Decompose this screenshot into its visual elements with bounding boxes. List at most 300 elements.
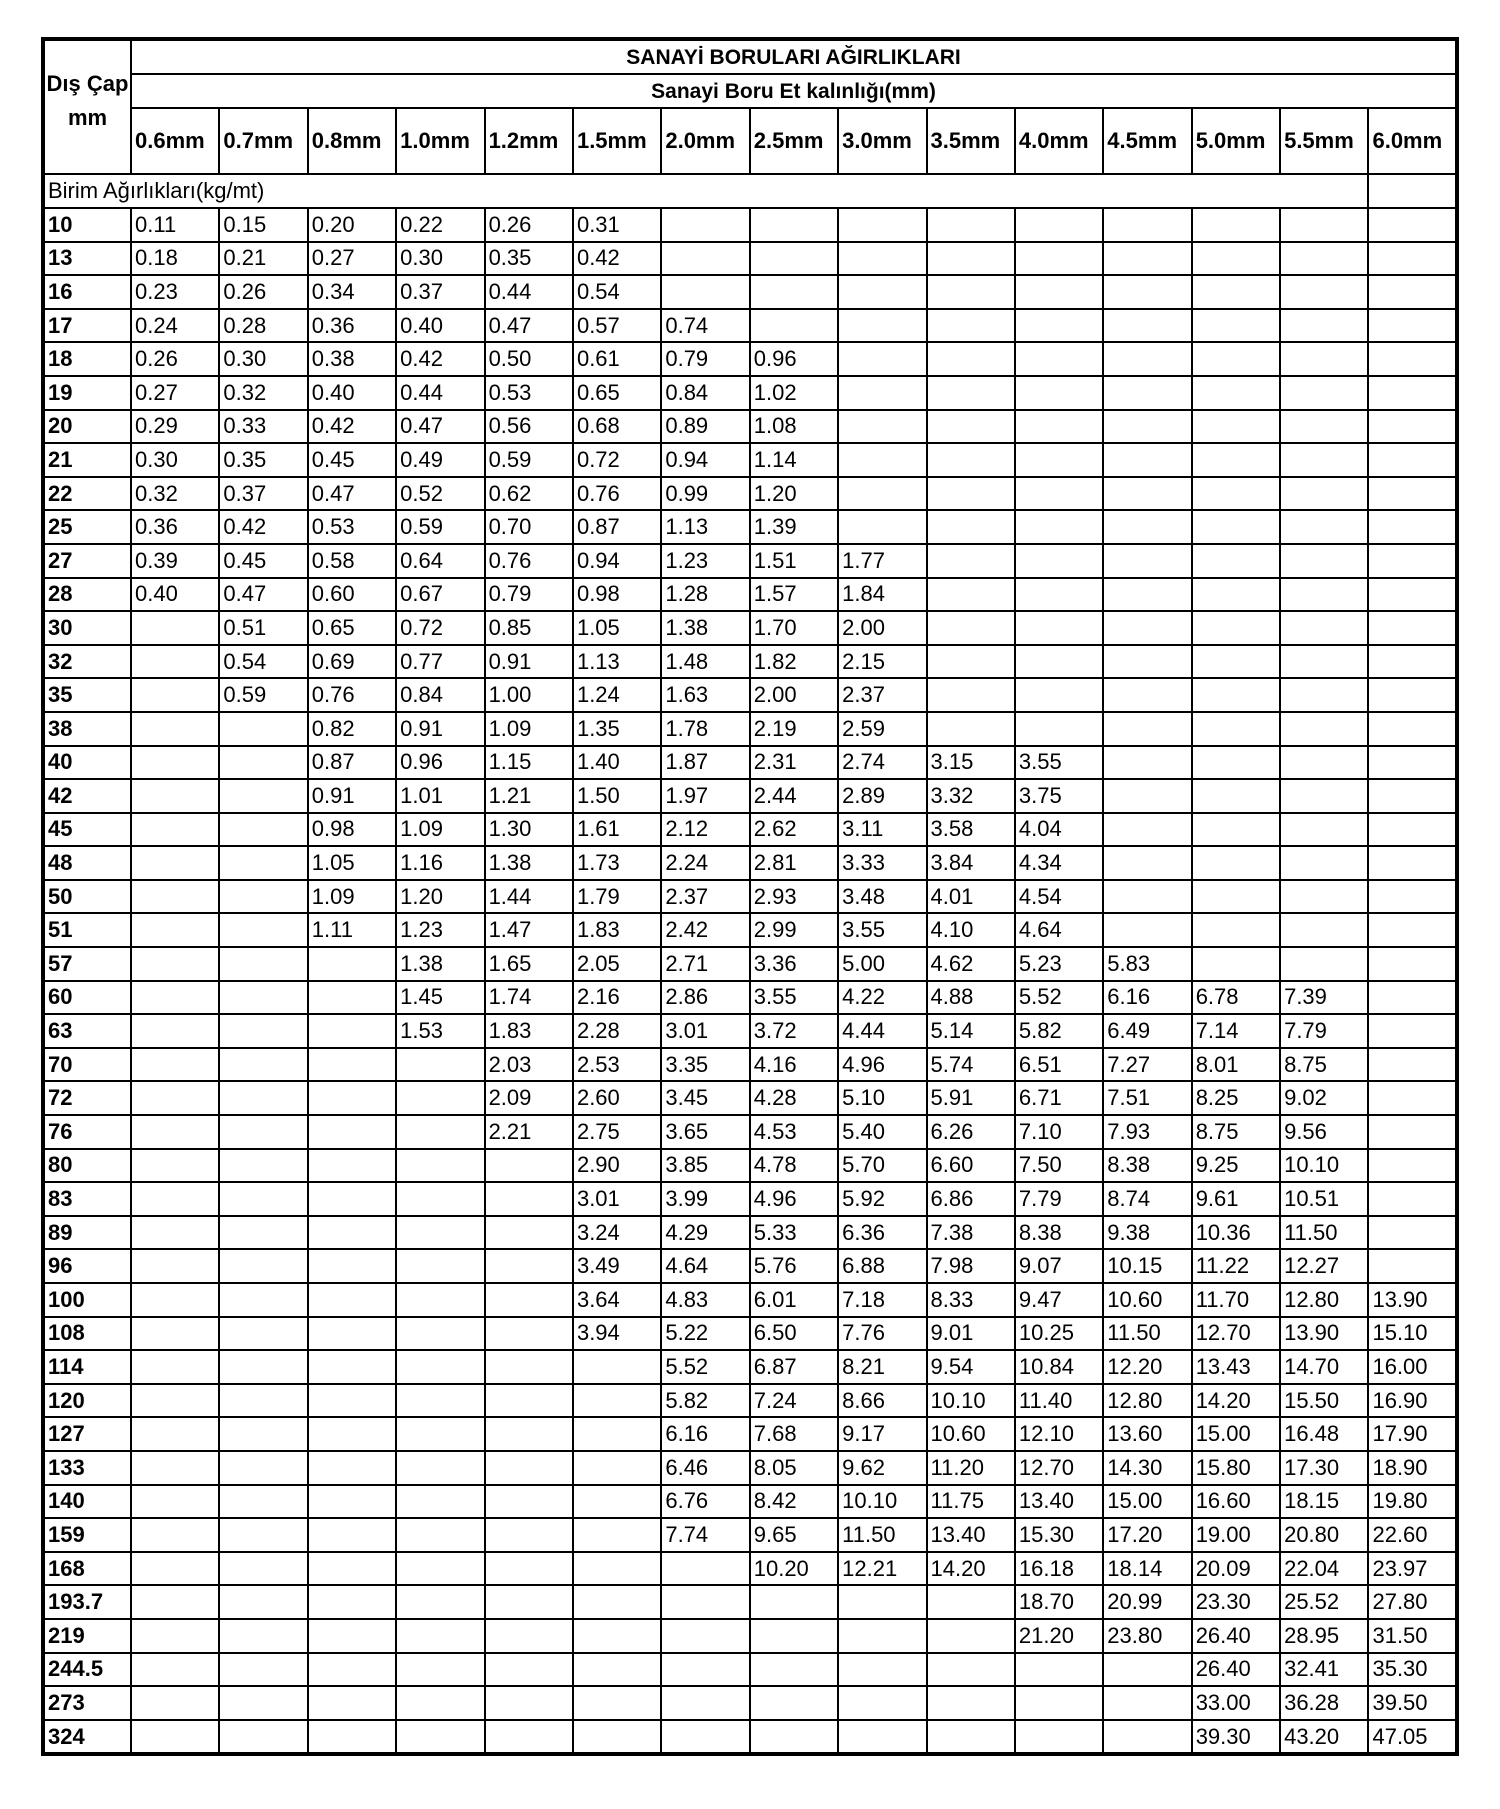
weight-cell — [396, 1350, 484, 1384]
weight-cell: 8.38 — [1015, 1216, 1103, 1250]
weight-cell — [1280, 477, 1368, 511]
weight-cell: 8.75 — [1280, 1048, 1368, 1082]
weight-cell: 13.40 — [1015, 1485, 1103, 1519]
weight-cell: 2.16 — [573, 981, 661, 1015]
table-row — [43, 1384, 1457, 1418]
weight-cell: 27.80 — [1368, 1585, 1457, 1619]
weight-cell: 1.50 — [573, 779, 661, 813]
table-row — [43, 1552, 1457, 1586]
weight-cell — [927, 645, 1015, 679]
outer-diameter-cell: 96 — [43, 1249, 131, 1283]
weight-cell — [1368, 846, 1457, 880]
weight-cell: 18.70 — [1015, 1585, 1103, 1619]
weight-cell — [1280, 846, 1368, 880]
weight-cell — [838, 1686, 926, 1720]
weight-cell: 20.80 — [1280, 1518, 1368, 1552]
weight-cell: 5.52 — [661, 1350, 749, 1384]
weight-cell — [308, 947, 396, 981]
weight-cell — [1280, 208, 1368, 242]
weight-cell: 0.26 — [219, 275, 307, 309]
weight-cell: 10.84 — [1015, 1350, 1103, 1384]
weight-cell: 0.58 — [308, 544, 396, 578]
table-row — [43, 1182, 1457, 1216]
weight-cell — [308, 1653, 396, 1687]
weight-cell — [485, 1451, 573, 1485]
weight-cell: 1.08 — [750, 410, 838, 444]
weight-cell — [219, 1317, 307, 1351]
weight-cell — [131, 880, 219, 914]
weight-cell: 0.49 — [396, 443, 484, 477]
weight-cell: 31.50 — [1368, 1619, 1457, 1653]
weight-cell: 1.97 — [661, 779, 749, 813]
weight-cell: 10.10 — [838, 1485, 926, 1519]
weight-cell — [1368, 544, 1457, 578]
thickness-column-header: 0.6mm — [131, 108, 219, 174]
weight-cell — [308, 1249, 396, 1283]
weight-cell: 0.36 — [131, 510, 219, 544]
weight-cell — [927, 578, 1015, 612]
weight-cell — [1192, 477, 1280, 511]
table-row — [43, 342, 1457, 376]
table-row — [43, 410, 1457, 444]
weight-cell: 0.56 — [485, 410, 573, 444]
weight-cell: 1.84 — [838, 578, 926, 612]
outer-diameter-cell: 108 — [43, 1317, 131, 1351]
weight-cell — [1280, 242, 1368, 276]
table-row — [43, 813, 1457, 847]
weight-cell — [927, 544, 1015, 578]
weight-cell: 6.36 — [838, 1216, 926, 1250]
weight-cell — [1368, 779, 1457, 813]
weight-cell: 2.74 — [838, 746, 926, 780]
weight-cell — [219, 1417, 307, 1451]
weight-cell: 2.42 — [661, 913, 749, 947]
weight-cell — [308, 1384, 396, 1418]
weight-cell — [219, 1585, 307, 1619]
weight-cell — [219, 1115, 307, 1149]
weight-cell — [1280, 342, 1368, 376]
outer-diameter-cell: 20 — [43, 410, 131, 444]
weight-cell — [485, 1686, 573, 1720]
weight-cell: 6.71 — [1015, 1081, 1103, 1115]
weight-cell — [308, 981, 396, 1015]
weight-cell: 17.90 — [1368, 1417, 1457, 1451]
weight-cell: 0.34 — [308, 275, 396, 309]
weight-cell — [838, 376, 926, 410]
weight-cell: 13.60 — [1103, 1417, 1191, 1451]
weight-cell: 4.96 — [838, 1048, 926, 1082]
weight-cell: 3.58 — [927, 813, 1015, 847]
weight-cell: 2.00 — [750, 678, 838, 712]
weight-cell: 18.90 — [1368, 1451, 1457, 1485]
outer-diameter-cell: 140 — [43, 1485, 131, 1519]
weight-cell: 0.36 — [308, 309, 396, 343]
weight-cell: 5.22 — [661, 1317, 749, 1351]
weight-cell — [219, 1619, 307, 1653]
weight-cell: 2.00 — [838, 611, 926, 645]
table-row — [43, 1518, 1457, 1552]
weight-cell — [1280, 678, 1368, 712]
weight-cell — [1280, 443, 1368, 477]
outer-diameter-cell: 219 — [43, 1619, 131, 1653]
weight-cell: 4.29 — [661, 1216, 749, 1250]
outer-diameter-cell: 35 — [43, 678, 131, 712]
weight-cell: 4.83 — [661, 1283, 749, 1317]
weight-cell — [573, 1518, 661, 1552]
weight-cell — [927, 208, 1015, 242]
weight-cell — [131, 1081, 219, 1115]
weight-cell — [1280, 913, 1368, 947]
weight-cell — [1192, 645, 1280, 679]
weight-cell — [838, 477, 926, 511]
weight-cell — [1368, 913, 1457, 947]
weight-cell: 1.02 — [750, 376, 838, 410]
weight-cell — [1368, 813, 1457, 847]
weight-cell: 0.79 — [485, 578, 573, 612]
weight-cell — [927, 1585, 1015, 1619]
weight-cell — [219, 1216, 307, 1250]
weight-cell — [219, 880, 307, 914]
weight-cell — [396, 1216, 484, 1250]
weight-cell — [1280, 309, 1368, 343]
weight-cell — [396, 1081, 484, 1115]
weight-cell — [1192, 544, 1280, 578]
weight-cell: 13.43 — [1192, 1350, 1280, 1384]
weight-cell — [661, 242, 749, 276]
weight-cell: 5.82 — [661, 1384, 749, 1418]
weight-cell: 19.80 — [1368, 1485, 1457, 1519]
thickness-column-header: 2.0mm — [661, 108, 749, 174]
weight-cell — [1015, 342, 1103, 376]
weight-cell: 0.52 — [396, 477, 484, 511]
weight-cell: 1.83 — [485, 1014, 573, 1048]
weight-cell — [219, 779, 307, 813]
weight-cell: 1.73 — [573, 846, 661, 880]
weight-cell — [838, 342, 926, 376]
weight-cell: 8.42 — [750, 1485, 838, 1519]
weight-cell — [1192, 208, 1280, 242]
weight-cell — [1280, 611, 1368, 645]
weight-cell — [1192, 947, 1280, 981]
weight-cell: 7.79 — [1015, 1182, 1103, 1216]
weight-cell — [485, 1283, 573, 1317]
weight-cell: 0.42 — [573, 242, 661, 276]
table-row — [43, 309, 1457, 343]
weight-cell: 6.16 — [1103, 981, 1191, 1015]
weight-cell: 0.76 — [485, 544, 573, 578]
weight-cell: 0.85 — [485, 611, 573, 645]
weight-cell — [1015, 544, 1103, 578]
weight-cell — [750, 242, 838, 276]
weight-cell — [131, 1585, 219, 1619]
weight-cell — [1368, 1149, 1457, 1183]
weight-cell: 1.00 — [485, 678, 573, 712]
outer-diameter-cell: 50 — [43, 880, 131, 914]
weight-cell — [838, 309, 926, 343]
weight-cell: 0.39 — [131, 544, 219, 578]
weight-cell: 0.44 — [485, 275, 573, 309]
weight-cell: 0.15 — [219, 208, 307, 242]
weight-cell: 0.23 — [131, 275, 219, 309]
weight-cell — [131, 1485, 219, 1519]
weight-cell: 4.04 — [1015, 813, 1103, 847]
weight-cell — [838, 1720, 926, 1755]
weight-cell: 4.64 — [1015, 913, 1103, 947]
weight-cell — [1368, 1249, 1457, 1283]
weight-cell: 3.01 — [661, 1014, 749, 1048]
weight-cell: 2.59 — [838, 712, 926, 746]
weight-cell: 15.00 — [1103, 1485, 1191, 1519]
weight-cell: 8.21 — [838, 1350, 926, 1384]
weight-cell: 3.65 — [661, 1115, 749, 1149]
weight-cell: 0.32 — [219, 376, 307, 410]
weight-cell — [1280, 275, 1368, 309]
weight-cell — [1192, 510, 1280, 544]
table-row — [43, 1149, 1457, 1183]
weight-cell: 12.27 — [1280, 1249, 1368, 1283]
weight-cell: 1.74 — [485, 981, 573, 1015]
outer-diameter-cell: 28 — [43, 578, 131, 612]
weight-cell — [1192, 242, 1280, 276]
weight-cell: 0.40 — [396, 309, 484, 343]
weight-cell: 3.15 — [927, 746, 1015, 780]
weight-cell — [573, 1485, 661, 1519]
table-row — [43, 880, 1457, 914]
weight-cell — [661, 1552, 749, 1586]
weight-cell: 0.31 — [573, 208, 661, 242]
outer-diameter-cell: 45 — [43, 813, 131, 847]
weight-cell: 1.09 — [308, 880, 396, 914]
weight-cell: 4.22 — [838, 981, 926, 1015]
corner-label-line2: mm — [67, 105, 108, 130]
weight-cell — [1192, 309, 1280, 343]
weight-cell — [308, 1048, 396, 1082]
weight-cell: 0.26 — [485, 208, 573, 242]
weight-cell — [396, 1249, 484, 1283]
weight-cell: 6.86 — [927, 1182, 1015, 1216]
weight-cell: 22.04 — [1280, 1552, 1368, 1586]
weight-cell: 7.39 — [1280, 981, 1368, 1015]
thickness-column-header: 1.2mm — [485, 108, 573, 174]
weight-cell: 2.71 — [661, 947, 749, 981]
weight-cell: 1.20 — [396, 880, 484, 914]
weight-cell: 23.80 — [1103, 1619, 1191, 1653]
weight-cell — [1103, 1720, 1191, 1755]
weight-cell: 4.53 — [750, 1115, 838, 1149]
weight-cell — [1103, 678, 1191, 712]
thickness-column-header: 3.0mm — [838, 108, 926, 174]
outer-diameter-cell: 30 — [43, 611, 131, 645]
weight-cell: 0.54 — [573, 275, 661, 309]
weight-cell — [308, 1350, 396, 1384]
pipe-weights-table — [41, 37, 1459, 1756]
weight-cell: 9.07 — [1015, 1249, 1103, 1283]
weight-cell: 11.50 — [838, 1518, 926, 1552]
weight-cell: 0.30 — [396, 242, 484, 276]
weight-cell: 20.09 — [1192, 1552, 1280, 1586]
table-row — [43, 645, 1457, 679]
weight-cell — [1192, 846, 1280, 880]
weight-cell: 16.00 — [1368, 1350, 1457, 1384]
weight-cell: 0.11 — [131, 208, 219, 242]
weight-cell — [1368, 981, 1457, 1015]
weight-cell — [131, 1384, 219, 1418]
weight-cell: 9.02 — [1280, 1081, 1368, 1115]
weight-cell — [131, 1653, 219, 1687]
weight-cell — [1280, 712, 1368, 746]
weight-cell: 2.99 — [750, 913, 838, 947]
thickness-column-header: 2.5mm — [750, 108, 838, 174]
weight-cell: 11.75 — [927, 1485, 1015, 1519]
weight-cell: 7.14 — [1192, 1014, 1280, 1048]
weight-cell: 0.96 — [750, 342, 838, 376]
weight-cell: 4.96 — [750, 1182, 838, 1216]
weight-cell — [573, 1384, 661, 1418]
weight-cell: 14.70 — [1280, 1350, 1368, 1384]
weight-cell — [1103, 410, 1191, 444]
weight-cell — [838, 275, 926, 309]
table-row — [43, 779, 1457, 813]
weight-cell: 1.40 — [573, 746, 661, 780]
weight-cell: 0.47 — [396, 410, 484, 444]
weight-cell — [1368, 611, 1457, 645]
weight-cell — [131, 779, 219, 813]
weight-cell: 15.00 — [1192, 1417, 1280, 1451]
weight-cell: 1.38 — [485, 846, 573, 880]
weight-cell — [219, 1384, 307, 1418]
weight-cell: 1.70 — [750, 611, 838, 645]
weight-cell: 2.37 — [661, 880, 749, 914]
weight-cell — [1280, 880, 1368, 914]
weight-cell: 1.09 — [396, 813, 484, 847]
weight-cell: 0.98 — [308, 813, 396, 847]
weight-cell: 1.82 — [750, 645, 838, 679]
weight-cell — [1192, 376, 1280, 410]
outer-diameter-cell: 27 — [43, 544, 131, 578]
weight-cell: 8.66 — [838, 1384, 926, 1418]
weight-cell: 4.44 — [838, 1014, 926, 1048]
weight-cell — [308, 1552, 396, 1586]
weight-cell — [485, 1720, 573, 1755]
outer-diameter-cell: 40 — [43, 746, 131, 780]
weight-cell — [219, 1720, 307, 1755]
outer-diameter-cell: 22 — [43, 477, 131, 511]
weight-cell — [131, 913, 219, 947]
weight-cell — [1103, 510, 1191, 544]
weight-cell: 9.56 — [1280, 1115, 1368, 1149]
weight-cell — [750, 309, 838, 343]
weight-cell — [308, 1081, 396, 1115]
table-row — [43, 746, 1457, 780]
weight-cell: 1.47 — [485, 913, 573, 947]
weight-cell: 9.47 — [1015, 1283, 1103, 1317]
weight-cell — [131, 1014, 219, 1048]
weight-cell: 2.12 — [661, 813, 749, 847]
weight-cell — [1280, 578, 1368, 612]
weight-cell: 7.27 — [1103, 1048, 1191, 1082]
weight-cell: 43.20 — [1280, 1720, 1368, 1755]
weight-cell: 9.17 — [838, 1417, 926, 1451]
weight-cell — [927, 1653, 1015, 1687]
weight-cell — [1103, 1686, 1191, 1720]
weight-cell — [1280, 410, 1368, 444]
weight-cell: 3.35 — [661, 1048, 749, 1082]
weight-cell: 11.70 — [1192, 1283, 1280, 1317]
weight-cell: 0.61 — [573, 342, 661, 376]
outer-diameter-cell: 89 — [43, 1216, 131, 1250]
outer-diameter-cell: 114 — [43, 1350, 131, 1384]
outer-diameter-cell: 168 — [43, 1552, 131, 1586]
weight-cell: 3.24 — [573, 1216, 661, 1250]
thickness-header-row — [43, 108, 1457, 174]
outer-diameter-cell: 25 — [43, 510, 131, 544]
weight-cell: 4.16 — [750, 1048, 838, 1082]
weight-cell: 0.50 — [485, 342, 573, 376]
table-row — [43, 1485, 1457, 1519]
weight-cell: 5.00 — [838, 947, 926, 981]
weight-cell: 5.52 — [1015, 981, 1103, 1015]
weight-cell: 0.33 — [219, 410, 307, 444]
weight-cell — [396, 1115, 484, 1149]
weight-cell — [485, 1585, 573, 1619]
weight-cell — [1103, 309, 1191, 343]
table-row — [43, 712, 1457, 746]
weight-cell: 10.60 — [1103, 1283, 1191, 1317]
weight-cell — [1280, 779, 1368, 813]
weight-cell: 3.94 — [573, 1317, 661, 1351]
weight-cell — [308, 1485, 396, 1519]
weight-cell — [396, 1653, 484, 1687]
weight-cell: 11.40 — [1015, 1384, 1103, 1418]
weight-cell: 20.99 — [1103, 1585, 1191, 1619]
table-row — [43, 1115, 1457, 1149]
weight-cell: 11.50 — [1280, 1216, 1368, 1250]
weight-cell — [485, 1249, 573, 1283]
weight-cell: 0.96 — [396, 746, 484, 780]
weight-cell: 5.92 — [838, 1182, 926, 1216]
weight-cell — [1368, 578, 1457, 612]
weight-cell: 5.82 — [1015, 1014, 1103, 1048]
weight-cell: 26.40 — [1192, 1619, 1280, 1653]
outer-diameter-cell: 120 — [43, 1384, 131, 1418]
weight-cell: 0.22 — [396, 208, 484, 242]
weight-cell: 12.70 — [1192, 1317, 1280, 1351]
weight-cell: 0.84 — [396, 678, 484, 712]
weight-cell — [1103, 712, 1191, 746]
weight-cell — [131, 712, 219, 746]
weight-cell: 0.27 — [131, 376, 219, 410]
weight-cell: 4.78 — [750, 1149, 838, 1183]
weight-cell: 1.15 — [485, 746, 573, 780]
weight-cell: 6.50 — [750, 1317, 838, 1351]
weight-cell: 0.62 — [485, 477, 573, 511]
weight-cell: 0.44 — [396, 376, 484, 410]
weight-cell: 1.23 — [661, 544, 749, 578]
weight-cell — [661, 208, 749, 242]
weight-cell — [131, 746, 219, 780]
weight-cell — [838, 1585, 926, 1619]
weight-cell: 1.11 — [308, 913, 396, 947]
weight-cell — [1280, 813, 1368, 847]
table-row — [43, 947, 1457, 981]
weight-cell — [750, 1686, 838, 1720]
weight-cell — [1192, 443, 1280, 477]
weight-cell — [219, 1249, 307, 1283]
weight-cell: 8.01 — [1192, 1048, 1280, 1082]
weight-cell: 7.76 — [838, 1317, 926, 1351]
weight-cell — [396, 1384, 484, 1418]
weight-cell — [661, 275, 749, 309]
